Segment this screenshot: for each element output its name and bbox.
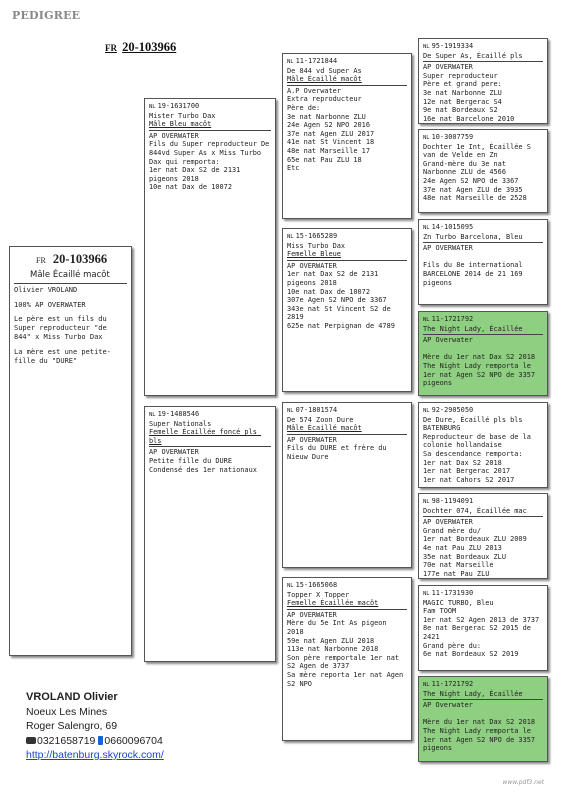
- watermark: www.pdf3.net: [502, 779, 544, 786]
- info-line: 35e nat Bordeaux ZLU: [423, 552, 506, 561]
- info-line: Fam TOOM: [423, 607, 457, 616]
- info-line: 6e nat Bordeaux S2 2019: [423, 650, 519, 659]
- info-line: Père de:: [287, 103, 321, 112]
- pigeon-name: Miss Turbo Dax: [287, 241, 346, 250]
- info-line: 1er nat Dax S2 2018: [423, 458, 502, 467]
- pigeon-name: De 844 vd Super As: [287, 66, 362, 75]
- info-line: 625e nat Perpignan de 4789: [287, 321, 395, 330]
- info-line: 3e nat Narbonne ZLU: [287, 112, 366, 121]
- ring-number: [423, 589, 543, 599]
- owner-line: AP OVERWATER: [287, 434, 407, 445]
- main-text-1: 100% AP OVERWATER: [14, 300, 86, 309]
- ring-value: 11-1721792: [431, 680, 474, 688]
- ring-value: 92-2905050: [431, 406, 474, 414]
- info-line: 343e nat St Vincent S2 de 2819: [287, 304, 395, 322]
- sire-card: [144, 98, 276, 396]
- dds-card: [418, 585, 548, 671]
- info-line: The Night Lady remporta le 1er nat Agen S2 NPO de 3357 pigeons: [423, 361, 540, 388]
- owner-line: AP OVERWATER: [423, 61, 543, 72]
- info-line: Petite fille du DURE: [149, 456, 232, 465]
- ring-value: 95-1919334: [431, 42, 474, 50]
- main-ring-prefix: FR: [36, 256, 46, 265]
- info-line: BATENBURG: [423, 424, 461, 433]
- ring-value: 14-1015095: [431, 223, 474, 231]
- info-line: 37e nat Agen ZLU de 3935: [423, 185, 523, 194]
- info-line: 1er nat Bordeaux ZLU 2009: [423, 535, 527, 544]
- info-line: 1er nat Cahors S2 2017: [423, 475, 515, 484]
- ring-value: 11-1731930: [431, 589, 474, 597]
- ring-value: 19-1488546: [157, 410, 200, 418]
- breeder-phones: [26, 734, 164, 749]
- ring-country: NL: [423, 317, 430, 323]
- phone-number: 0321658719: [37, 734, 96, 747]
- info-line: Grand père du:: [423, 641, 482, 650]
- page-title: PEDIGREE: [12, 9, 81, 22]
- info-line: 70e nat Marseille: [423, 561, 494, 570]
- info-line: 10e nat Dax de 10072: [149, 183, 232, 192]
- ring-number: [287, 406, 407, 416]
- spacer: [423, 710, 543, 719]
- dam-sire-card: [282, 402, 412, 568]
- ring-country: NL: [149, 412, 156, 418]
- breeder-address-1: Noeux Les Mines: [26, 705, 108, 718]
- phone-icon: [26, 737, 36, 744]
- pigeon-name: Super Nationals: [149, 419, 212, 428]
- ring-number: [287, 581, 407, 591]
- info-line: 113e nat Narbonne 2018: [287, 645, 379, 654]
- ring-country: NL: [149, 104, 156, 110]
- ring-number: [423, 680, 543, 690]
- info-line: 8e nat Bergerac S2 2015 de 2421: [423, 624, 536, 641]
- owner-line: AP Overwater: [423, 699, 543, 710]
- info-line: Grand-mère du 3e nat Narbonne ZLU de 4566: [423, 159, 511, 177]
- pigeon-name: The Night Lady, Écaillée: [423, 324, 523, 333]
- info-line: 24e Agen S2 NPO 2016: [287, 121, 370, 130]
- ring-value: 11-1721792: [431, 315, 474, 323]
- pigeon-name: Dochter 1e Int, Écaillée S van de Velde en Zn: [423, 142, 536, 160]
- ring-value: 11-1721844: [295, 57, 338, 65]
- pigeon-name: Topper X Topper: [287, 590, 350, 599]
- info-line: Sa descendance remporta:: [423, 449, 523, 458]
- ring-value: 15-1665068: [295, 581, 338, 589]
- ring-number: [423, 223, 543, 233]
- pigeon-name: Mister Turbo Dax: [149, 111, 216, 120]
- ring-country: NL: [423, 499, 430, 505]
- sds-card: [418, 219, 548, 305]
- main-sex: Mâle Écaillé macôt: [30, 270, 110, 280]
- owner-line: AP OVERWATER: [149, 446, 271, 457]
- info-line: Mère du 1er nat Dax S2 2018: [423, 353, 536, 362]
- ring-country: NL: [423, 135, 430, 141]
- info-line: 24e Agen S2 NPO de 3367: [423, 176, 519, 185]
- ring-value: 10-3007759: [431, 133, 474, 141]
- info-line: 10e nat Dax de 10072: [287, 287, 370, 296]
- top-ring-value: 20-103966: [122, 40, 177, 54]
- ring-number: [287, 232, 407, 242]
- owner-line: AP OVERWATER: [287, 609, 407, 620]
- info-line: 4e nat Pau ZLU 2013: [423, 543, 502, 552]
- info-line: Son père remportale 1er nat S2 Agen de 3737: [287, 653, 404, 671]
- info-line: 48e nat Marseille 17: [287, 146, 370, 155]
- ring-number: [423, 42, 543, 52]
- pigeon-name: De Super As, Écaillé pls: [423, 51, 523, 60]
- info-line: Fils du DURE et frère du Nieuw Dure: [287, 444, 391, 461]
- info-line: 1er nat Bergerac 2017: [423, 467, 511, 476]
- main-text-2: Le père est un fils du Super reproducteur "de 844" x Miss Turbo Dax: [14, 315, 107, 341]
- pigeon-name: Dochter 074, Écaillée mac: [423, 506, 527, 515]
- info-line: Père et grand pere:: [423, 80, 502, 89]
- ring-country: NL: [287, 59, 294, 65]
- info-line: Grand mère du/: [423, 526, 482, 535]
- info-line: 1er nat Dax S2 de 2131 pigeons 2018: [149, 166, 245, 183]
- ring-number: [149, 410, 271, 420]
- mobile-phone-icon: [98, 736, 103, 745]
- info-line: 37e nat Agen ZLU 2017: [287, 129, 375, 138]
- ring-value: 15-1665289: [295, 232, 338, 240]
- info-line: Femelle Écaillée foncé pls bls: [149, 428, 262, 445]
- info-line: 16e nat Barcelone 2010: [423, 114, 515, 123]
- pigeon-name: MAGIC TURBO, Bleu: [423, 598, 494, 607]
- ring-value: 98-1194091: [431, 497, 474, 505]
- sdd-card: [418, 311, 548, 396]
- breeder-address-2: Roger Salengro, 69: [26, 720, 118, 732]
- info-line: Femelle Bleue: [287, 250, 341, 259]
- info-line: Etc: [287, 164, 300, 173]
- website-link[interactable]: http://batenburg.skyrock.com/: [26, 749, 164, 761]
- owner-line: A.P Overwater: [287, 85, 407, 96]
- top-ring-prefix: FR: [105, 43, 117, 53]
- spacer: [423, 253, 543, 262]
- ring-country: NL: [423, 682, 430, 688]
- info-line: 65e nat Pau ZLU 18: [287, 155, 362, 164]
- mobile-number: 0660096704: [104, 734, 163, 747]
- owner-line: AP OVERWATER: [287, 260, 407, 271]
- info-line: 12e nat Bergerac S4: [423, 97, 502, 106]
- owner-line: AP Overwater: [423, 334, 543, 345]
- info-line: Fils du 8e international BARCELONE 2014 de 21 169 pigeons: [423, 261, 527, 287]
- pigeon-name: Zn Turbo Barcelona, Bleu: [423, 232, 523, 241]
- info-line: 307e Agen S2 NPO de 3367: [287, 296, 387, 305]
- info-line: Mère du 1er nat Dax S2 2018: [423, 718, 536, 727]
- breeder-name: VROLAND Olivier: [26, 691, 118, 703]
- ring-country: NL: [423, 44, 430, 50]
- info-line: 9e nat Bordeaux S2: [423, 106, 498, 115]
- owner-line: AP OVERWATER: [423, 242, 543, 253]
- info-line: Condensé des 1er nationaux: [149, 465, 257, 474]
- ddd-card: [418, 676, 548, 762]
- ring-number: [423, 133, 543, 143]
- main-ring: [36, 251, 127, 269]
- ring-number: [423, 497, 543, 507]
- info-line: 1er nat Dax S2 de 2131 pigeons 2018: [287, 270, 383, 287]
- main-pigeon-card: [9, 246, 132, 656]
- ring-number: [423, 406, 543, 416]
- sire-sire-card: [282, 53, 412, 219]
- pigeon-name: The Night Lady, Écaillée: [423, 689, 523, 698]
- top-ring-number: [105, 40, 176, 55]
- info-line: 1er nat S2 Agen 2013 de 3737: [423, 615, 540, 624]
- sire-dam-card: [282, 228, 412, 392]
- pigeon-name: De Dure, Écaillé pls bls: [423, 415, 523, 424]
- info-line: Femelle Écaillée macôt: [287, 599, 379, 608]
- info-line: 177e nat Pau ZLU: [423, 569, 490, 578]
- ssd-card: [418, 129, 548, 213]
- info-line: Reproducteur de base de la colonie hollandaise: [423, 432, 536, 450]
- ring-country: NL: [423, 591, 430, 597]
- pigeon-name: De 574 Zoon Dure: [287, 415, 354, 424]
- ring-number: [287, 57, 407, 67]
- owner-line: AP OVERWATER: [149, 130, 271, 141]
- info-line: Fils du Super reproducteur De 844vd Super As x Miss Turbo Dax qui remporta:: [149, 140, 274, 166]
- ring-country: NL: [287, 408, 294, 414]
- dam-dam-card: [282, 577, 412, 741]
- info-line: Mâle Écaillé macôt: [287, 75, 362, 84]
- owner-line: AP OVERWATER: [423, 516, 543, 527]
- info-line: Super reproducteur: [423, 71, 498, 80]
- breeder-footer: [26, 690, 164, 763]
- dam-card: [144, 406, 276, 662]
- ring-country: NL: [423, 225, 430, 231]
- ring-number: [149, 102, 271, 112]
- ring-value: 07-1801574: [295, 406, 338, 414]
- dss-card: [418, 402, 548, 488]
- info-line: 41e nat St Vincent 18: [287, 138, 375, 147]
- info-line: Mère du 5e Int As pigeon 2018: [287, 619, 391, 636]
- ring-country: NL: [423, 408, 430, 414]
- ring-number: [423, 315, 543, 325]
- main-owner: Olivier VROLAND: [14, 283, 127, 295]
- info-line: The Night Lady remporta le 1er nat Agen S2 NPO de 3357 pigeons: [423, 726, 540, 753]
- dsd-card: [418, 493, 548, 579]
- info-line: Mâle Écaillé macôt: [287, 424, 362, 433]
- ring-value: 19-1631700: [157, 102, 200, 110]
- main-ring-number: 20-103966: [52, 252, 108, 266]
- info-line: 59e nat Agen ZLU 2018: [287, 636, 375, 645]
- ring-country: NL: [287, 234, 294, 240]
- ring-country: NL: [287, 583, 294, 589]
- info-line: Extra reproducteur: [287, 95, 362, 104]
- sss-card: [418, 38, 548, 124]
- spacer: [423, 345, 543, 354]
- info-line: Mâle Bleu macôt: [149, 120, 212, 129]
- info-line: 3e nat Narbonne ZLU: [423, 88, 502, 97]
- main-text-3: La mère est une petite-fille du "DURE": [14, 347, 111, 365]
- info-line: Sa mère reporta 1er nat Agen S2 NPO: [287, 670, 408, 688]
- info-line: 48e nat Marseille de 2528: [423, 194, 527, 203]
